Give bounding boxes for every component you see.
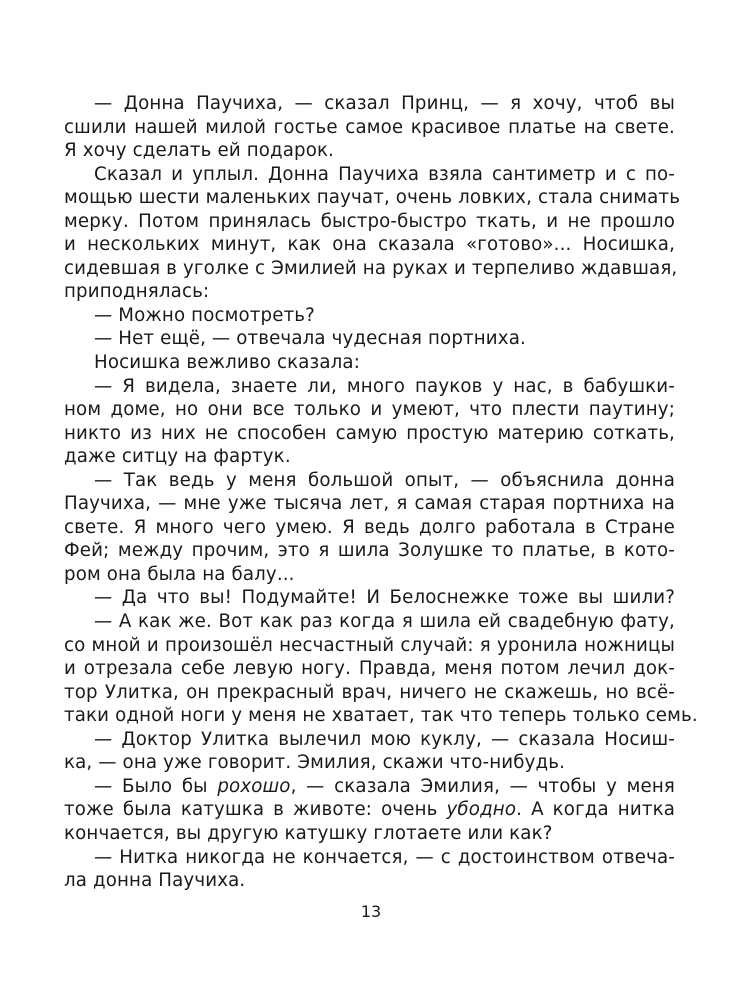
- text-line: ла донна Паучиха.: [64, 870, 246, 892]
- text-line: — Да что вы! Подумайте! И Белоснежке тоже вы шили?: [94, 587, 675, 609]
- text-line: приподнялась:: [64, 281, 210, 303]
- text-line: мощью шести маленьких паучат, очень ловких, стала снимать: [64, 187, 681, 209]
- text-line: кончается, вы другую катушку глотаете или как?: [64, 822, 553, 844]
- text-line: — Нитка никогда не кончается, — с достоинством отвеча-: [94, 846, 675, 868]
- text-line: — Нет ещё, — отвечала чудесная портниха.: [94, 328, 526, 350]
- text-run: . А когда нитка: [516, 799, 675, 821]
- text-line: сшили нашей милой гостье самое красивое платье на свете.: [64, 116, 675, 138]
- text-line: и нескольких минут, как она сказала «готово»... Носишка,: [64, 234, 675, 256]
- text-line: со мной и произошёл несчастный случай: я уронила ножницы: [64, 634, 675, 656]
- text-line: Фей; между прочим, это я шила Золушке то платье, в кото-: [64, 540, 675, 562]
- text-line: Сказал и уплыл. Донна Паучиха взяла сантиметр и с по-: [94, 163, 675, 185]
- text-line: ном доме, но они все только и умеют, что плести паутину;: [64, 399, 675, 421]
- text-line: тор Улитка, он прекрасный врач, ничего не скажешь, но всё-: [64, 681, 675, 703]
- text-line: — Я видела, знаете ли, много пауков у нас, в бабушки-: [94, 375, 675, 397]
- text-line: — Донна Паучиха, — сказал Принц, — я хочу, чтоб вы: [94, 93, 675, 114]
- text-line: — Так ведь у меня большой опыт, — объяснила донна: [94, 469, 675, 491]
- text-line: даже ситцу на фартук.: [64, 446, 291, 468]
- page-number: 13: [360, 902, 382, 921]
- text-line: ка, — она уже говорит. Эмилия, скажи что-нибудь.: [64, 752, 566, 774]
- text-run: , — сказала Эмилия, — чтобы у меня: [290, 775, 675, 797]
- text-line: Носишка вежливо сказала:: [94, 352, 360, 374]
- text-line: таки одной ноги у меня не хватает, так что теперь только семь.: [64, 705, 698, 727]
- text-run: — Было бы: [94, 775, 218, 797]
- text-line: [64, 798, 675, 822]
- body-text: [64, 92, 698, 893]
- italic-word: рохошо: [217, 775, 291, 797]
- text-line: Я хочу сделать ей подарок.: [64, 140, 335, 162]
- italic-word: убодно: [446, 799, 517, 821]
- text-line: и отрезала себе левую ногу. Правда, меня потом лечил док-: [64, 658, 675, 680]
- text-run: тоже была катушка в животе: очень: [64, 799, 447, 821]
- text-line: ром она была на балу...: [64, 563, 295, 585]
- text-line: свете. Я много чего умею. Я ведь долго работала в Стране: [64, 516, 675, 538]
- text-line: [64, 775, 675, 799]
- text-line: — Доктор Улитка вылечил мою куклу, — сказала Носиш-: [94, 728, 675, 750]
- text-line: — А как же. Вот как раз когда я шила ей свадебную фату,: [94, 611, 675, 633]
- text-line: сидевшая в уголке с Эмилией на руках и терпеливо ждавшая,: [64, 257, 678, 279]
- text-line: мерку. Потом принялась быстро-быстро ткать, и не прошло: [64, 210, 675, 232]
- text-line: — Можно посмотреть?: [94, 304, 315, 326]
- text-line: никто из них не способен самую простую материю соткать,: [64, 422, 675, 444]
- text-line: Паучиха, — мне уже тысяча лет, я самая старая портниха на: [64, 493, 675, 515]
